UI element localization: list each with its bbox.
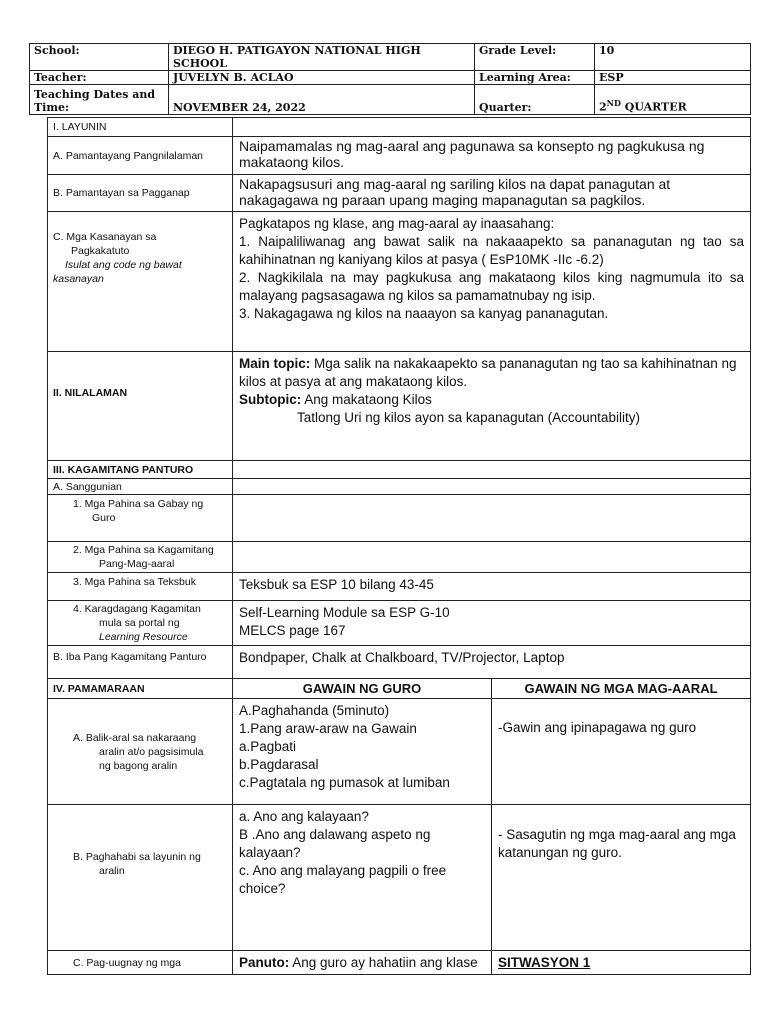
karagdagang-kagamitan-text: Self-Learning Module sa ESP G-10 MELCS page 167 [233, 601, 751, 646]
pag-uugnay-mag-aaral [492, 951, 751, 975]
pamamaraan-heading: IV. PAMAMARAAN [48, 679, 233, 699]
mga-kasanayan-label: C. Mga Kasanayan sa Pagkakatuto Isulat ang code ng bawat kasanayan [48, 212, 233, 352]
layunin-heading: I. LAYUNIN [48, 118, 233, 137]
lesson-plan-table [47, 117, 751, 975]
learning-area-value: ESP [595, 71, 751, 85]
kagamitang-pang-mag-aaral-label: 2. Mga Pahina sa Kagamitang Pang-Mag-aaral [48, 542, 233, 573]
quarter-value: 2ND QUARTER [595, 85, 751, 115]
paghahabi-label: B. Paghahabi sa layunin ng aralin [48, 805, 233, 951]
subtopic-label: Subtopic: [239, 392, 302, 407]
grade-level-label: Grade Level: [475, 44, 595, 71]
iba-pang-kagamitan-text: Bondpaper, Chalk at Chalkboard, TV/Projector, Laptop [233, 646, 751, 679]
gawain-ng-mga-mag-aaral-header: GAWAIN NG MGA MAG-AARAL [492, 679, 751, 699]
gawain-ng-guro-header: GAWAIN NG GURO [233, 679, 492, 699]
sanggunian-label: A. Sanggunian [48, 479, 233, 495]
subtopic-text: Ang makataong Kilos [301, 392, 432, 407]
teksbuk-text: Teksbuk sa ESP 10 bilang 43-45 [233, 573, 751, 601]
school-value: DIEGO H. PATIGAYON NATIONAL HIGH SCHOOL [169, 44, 475, 71]
balik-aral-guro: A.Paghahanda (5minuto) 1.Pang araw-araw na Gawain a.Pagbati b.Pagdarasal c.Pagtatala ng pumasok at lumiban [233, 699, 492, 805]
mga-kasanayan-content [233, 212, 751, 352]
teacher-label: Teacher: [30, 71, 169, 85]
pag-uugnay-label: C. Pag-uugnay ng mga [48, 951, 233, 975]
kasanayan-item-1: 1. Naipaliliwanag ang bawat salik na nakaaapekto sa pananagutan ng tao sa kahihinatnan ng kaniyang kilos at pasya ( EsP10MK -IIc -6.2) [239, 234, 744, 267]
pamantayang-pangnilalaman-text: Naipamamalas ng mag-aaral ang pagunawa sa konsepto ng pagkukusa ng makataong kilos. [233, 137, 751, 175]
header-table [29, 43, 751, 115]
kasanayan-intro: Pagkatapos ng klase, ang mag-aaral ay inaasahang: [239, 216, 555, 231]
quarter-label: Quarter: [475, 85, 595, 115]
balik-aral-mag-aaral: -Gawin ang ipinapagawa ng guro [492, 699, 751, 805]
teacher-value: JUVELYN B. ACLAO [169, 71, 475, 85]
main-topic-label: Main topic: [239, 356, 311, 371]
sitwasyon-1: SITWASYON 1 [498, 955, 591, 970]
main-topic-text: Mga salik na nakakaapekto sa pananagutan ng tao sa kahihinatnan ng kilos at pasya at ang makataong kilos. [239, 356, 737, 389]
karagdagang-kagamitan-label: 4. Karagdagang Kagamitan mula sa portal ng Learning Resource [48, 601, 233, 646]
school-label: School: [30, 44, 169, 71]
paghahabi-mag-aaral: - Sasagutin ng mga mag-aaral ang mga katanungan ng guro. [492, 805, 751, 951]
gabay-ng-guro-label: 1. Mga Pahina sa Gabay ng Guro [48, 495, 233, 542]
pamantayan-sa-pagganap-text: Nakapagsusuri ang mag-aaral ng sariling kilos na dapat panagutan at nakagagawa ng paraan upang maging mapanagutan sa pagkilos. [233, 175, 751, 212]
teaching-dates-label: Teaching Dates and Time: [30, 85, 169, 115]
paghahabi-guro: a. Ano ang kalayaan? B .Ano ang dalawang aspeto ng kalayaan? c. Ano ang malayang pagpili o free choice? [233, 805, 492, 951]
nilalaman-content [233, 352, 751, 461]
teaching-dates-value: NOVEMBER 24, 2022 [169, 85, 475, 115]
iba-pang-kagamitan-label: B. Iba Pang Kagamitang Panturo [48, 646, 233, 679]
pamantayang-pangnilalaman-label: A. Pamantayang Pangnilalaman [48, 137, 233, 175]
kagamitang-panturo-heading: III. KAGAMITANG PANTURO [48, 461, 233, 479]
pamantayan-sa-pagganap-label: B. Pamantayan sa Pagganap [48, 175, 233, 212]
grade-level-value: 10 [595, 44, 751, 71]
nilalaman-heading: II. NILALAMAN [48, 352, 233, 461]
subtopic-text-2: Tatlong Uri ng kilos ayon sa kapanagutan (Accountability) [297, 410, 640, 425]
pag-uugnay-guro: Panuto: Ang guro ay hahatiin ang klase [233, 951, 492, 975]
learning-area-label: Learning Area: [475, 71, 595, 85]
kasanayan-item-2: 2. Nagkikilala na may pagkukusa ang makataong kilos king nagmumula ito sa malayang pagsasagawa ng kilos sa pamamatnubay ng isip. [239, 270, 744, 303]
teksbuk-label: 3. Mga Pahina sa Teksbuk [48, 573, 233, 601]
kasanayan-item-3: 3. Nakagagawa ng kilos na naaayon sa kanyag pananagutan. [239, 306, 609, 321]
balik-aral-label: A. Balik-aral sa nakaraang aralin at/o pagsisimula ng bagong aralin [48, 699, 233, 805]
